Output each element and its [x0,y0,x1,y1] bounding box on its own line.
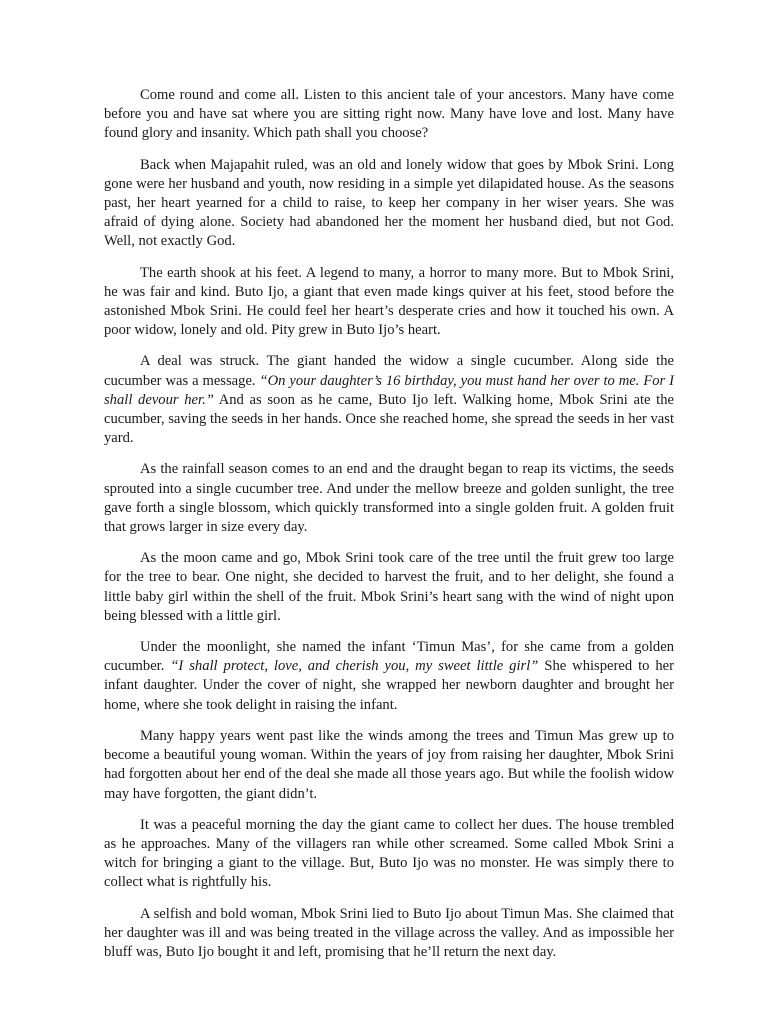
paragraph-lie [104,905,674,963]
paragraph-text: Many happy years went past like the winds among the trees and Timun Mas grew up to become a beautiful young woman. Within the years of joy from raising her daughter, Mbok Srini had forgotten about her end of the deal she made all those years ago. But while the foolish widow may have forgotten, the giant didn’t. [104,727,674,802]
paragraph-giant-returns [104,816,674,893]
giant-message-quote: “On your daughter’s 16 birthday, you must hand her over to me. For I shall devour her.” [104,372,674,408]
paragraph-tree [104,460,674,537]
paragraph-intro [104,86,674,144]
paragraph-text: Come round and come all. Listen to this ancient tale of your ancestors. Many have come before you and have sat where you are sitting right now. Many have love and lost. Many have found glory and insanity. Which path shall you choose? [104,87,674,142]
paragraph-harvest [104,549,674,626]
paragraph-text: As the rainfall season comes to an end and the draught began to reap its victims, the seeds sprouted into a single cucumber tree. And under the mellow breeze and golden sunlight, the tree gave forth a single blossom, which quickly transformed into a single golden fruit. A golden fruit that grows larger in size every day. [104,461,674,536]
paragraph-text: She whispered to her infant daughter. Under the cover of night, she wrapped her newborn daughter and brought her home, where she took delight in raising the infant. [104,658,674,713]
paragraph-text: Under the moonlight, she named the infant ‘Timun Mas’, for she came from a golden cucumber. [104,639,674,675]
paragraph-giant-arrives [104,264,674,341]
paragraph-years-pass [104,727,674,804]
paragraph-text: A selfish and bold woman, Mbok Srini lied to Buto Ijo about Timun Mas. She claimed that her daughter was ill and was being treated in the village across the valley. And as impossible her bluff was, Buto Ijo bought it and left, promising that he’ll return the next day. [104,905,674,960]
paragraph-text: Back when Majapahit ruled, was an old and lonely widow that goes by Mbok Srini. Long gone were her husband and youth, now residing in a simple yet dilapidated house. As the seasons past, her heart yearned for a child to raise, to keep her company in her wiser years. She was afraid of dying alone. Society had abandoned her the moment her husband died, but not God. Well, not exactly God. [104,156,674,250]
paragraph-text: The earth shook at his feet. A legend to many, a horror to many more. But to Mbok Srini, he was fair and kind. Buto Ijo, a giant that even made kings quiver at his feet, stood before the astonished Mbok Srini. He could feel her heart’s desperate cries and how it touched his own. A poor widow, lonely and old. Pity grew in Buto Ijo’s heart. [104,264,674,339]
paragraph-deal [104,352,674,448]
paragraph-text: It was a peaceful morning the day the giant came to collect her dues. The house trembled as he approaches. Many of the villagers ran while other screamed. Some called Mbok Srini a witch for bringing a giant to the village. But, Buto Ijo was no monster. He was simply there to collect what is rightfully his. [104,816,674,891]
paragraph-text: And as soon as he came, Buto Ijo left. Walking home, Mbok Srini ate the cucumber, saving the seeds in her hands. Once she reached home, she spread the seeds in her vast yard. [104,391,674,447]
widow-promise-quote: “I shall protect, love, and cherish you, my sweet little girl” [170,658,539,675]
paragraph-naming [104,638,674,715]
paragraph-text: A deal was struck. The giant handed the widow a single cucumber. Along side the cucumber was a message. [104,353,674,389]
paragraph-text: As the moon came and go, Mbok Srini took care of the tree until the fruit grew too large for the tree to bear. One night, she decided to harvest the fruit, and to her delight, she found a little baby girl within the shell of the fruit. Mbok Srini’s heart sang with the wind of night upon being blessed with a little girl. [104,550,674,624]
document-page [104,86,674,974]
paragraph-widow [104,156,674,252]
